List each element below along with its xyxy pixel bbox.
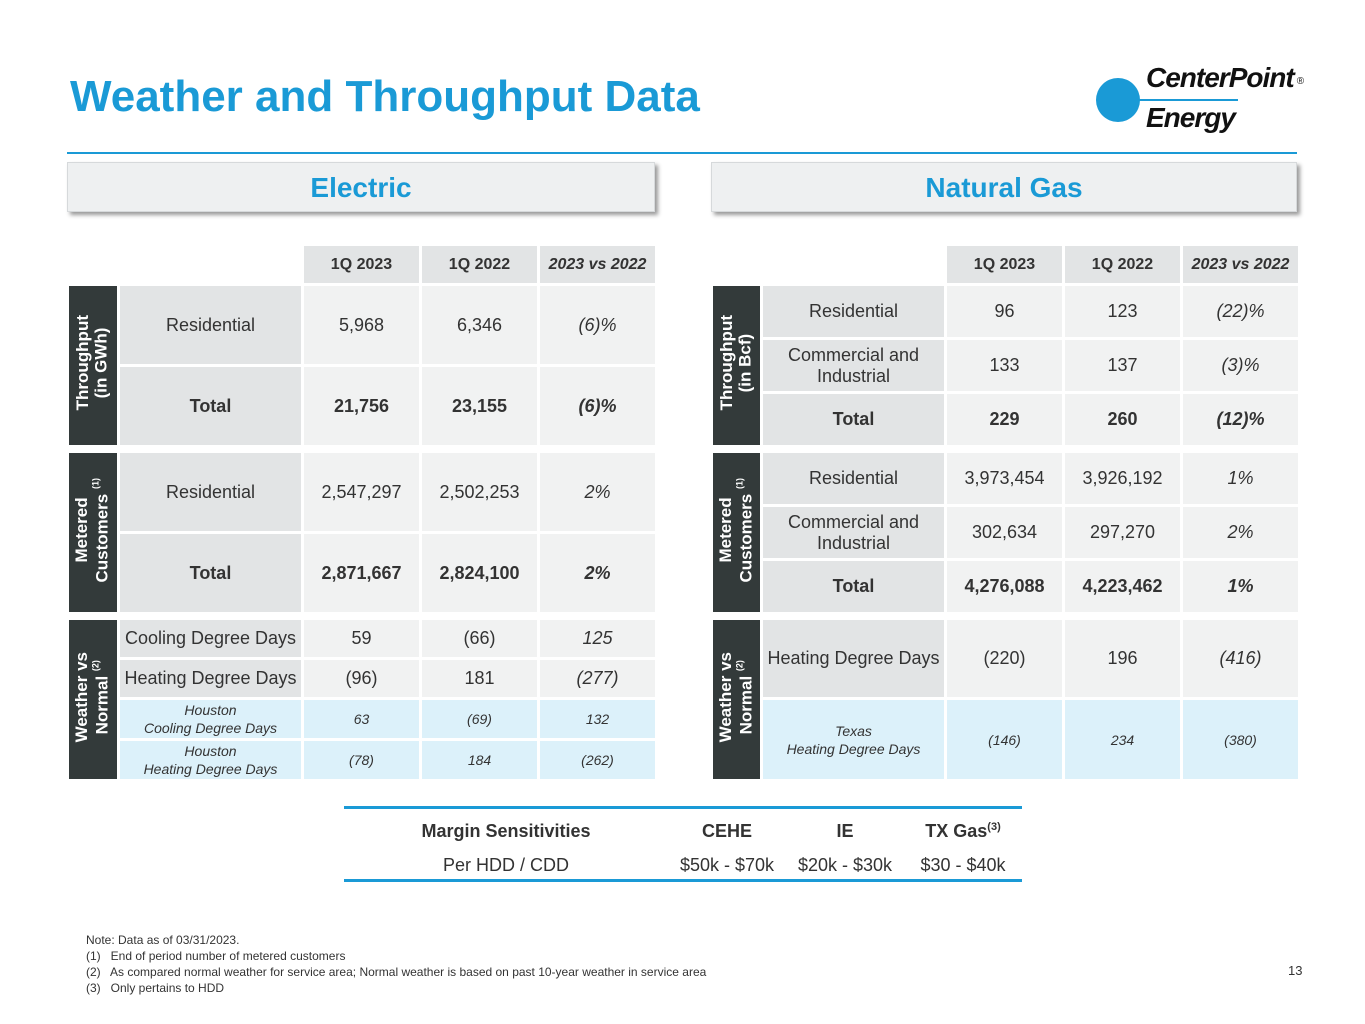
cell: 123 [1065, 286, 1180, 337]
cell: 2% [1183, 507, 1298, 558]
cell: (262) [540, 741, 655, 779]
cell: 3,973,454 [947, 453, 1062, 504]
col-header: 1Q 2023 [947, 246, 1062, 283]
group-weather: Weather vs Normal $^{(2)}$ [713, 620, 760, 779]
row-label: Residential [120, 286, 301, 364]
cell: 2% [540, 453, 655, 531]
cell: (96) [304, 660, 419, 697]
note: (1) End of period number of metered customers [86, 949, 346, 963]
cell: 2,871,667 [304, 534, 419, 612]
margin-value: $30 - $40k [920, 855, 1006, 875]
cell: 1% [1183, 561, 1298, 612]
cell: 21,756 [304, 367, 419, 445]
group-metered: Metered Customers $^{(1)}$ [69, 453, 117, 612]
group-throughput: Throughput (in GWh) [69, 286, 117, 445]
cell: 137 [1065, 340, 1180, 391]
margin-value: $50k - $70k [679, 855, 775, 875]
electric-header: Electric [67, 162, 655, 212]
margin-header: Margin Sensitivities [421, 821, 591, 841]
note: (3) Only pertains to HDD [86, 981, 225, 995]
cell: (146) [947, 700, 1062, 779]
cell: 181 [422, 660, 537, 697]
cell: 297,270 [1065, 507, 1180, 558]
note: Note: Data as of 03/31/2023. [86, 933, 240, 947]
cell: (22)% [1183, 286, 1298, 337]
cell: 4,276,088 [947, 561, 1062, 612]
footnotes [86, 932, 706, 996]
natural-gas-table [710, 243, 1301, 782]
row-label: Residential [763, 453, 944, 504]
row-label: Cooling Degree Days [120, 620, 301, 657]
row-label: Houston Cooling Degree Days [120, 700, 301, 738]
row-label: Texas Heating Degree Days [763, 700, 944, 779]
note: (2) As compared normal weather for service area; Normal weather is based on past 10-year weather in service area [86, 965, 707, 979]
cell: (69) [422, 700, 537, 738]
electric-table [66, 243, 658, 782]
cell: (6)% [540, 286, 655, 364]
cell: (380) [1183, 700, 1298, 779]
row-label: Total [120, 367, 301, 445]
group-throughput: Throughput (in Bcf) [713, 286, 760, 445]
cell: 63 [304, 700, 419, 738]
cell: (12)% [1183, 394, 1298, 445]
cell: 184 [422, 741, 537, 779]
row-label: Residential [120, 453, 301, 531]
group-metered: Metered Customers $^{(1)}$ [713, 453, 760, 612]
row-label: Heating Degree Days [120, 660, 301, 697]
margin-value: Per HDD / CDD [442, 855, 570, 875]
logo-registered: ® [1296, 76, 1305, 87]
row-label: Houston Heating Degree Days [120, 741, 301, 779]
cell: (78) [304, 741, 419, 779]
row-label: Total [763, 394, 944, 445]
cell: 6,346 [422, 286, 537, 364]
cell: (3)% [1183, 340, 1298, 391]
col-header: 1Q 2022 [422, 246, 537, 283]
row-label: Heating Degree Days [763, 620, 944, 697]
margin-header: IE [836, 821, 854, 841]
cell: 1% [1183, 453, 1298, 504]
row-label: Commercial and Industrial [763, 507, 944, 558]
cell: 2,502,253 [422, 453, 537, 531]
logo-line [1118, 99, 1238, 101]
cell: 132 [540, 700, 655, 738]
cell: 4,223,462 [1065, 561, 1180, 612]
row-label: Residential [763, 286, 944, 337]
logo-row-1 [1146, 62, 1304, 94]
logo-text-2: Energy [1146, 102, 1235, 133]
margin-header: CEHE [701, 821, 753, 841]
col-header: 1Q 2023 [304, 246, 419, 283]
row-label: Total [120, 534, 301, 612]
cell: (416) [1183, 620, 1298, 697]
row-label: Total [763, 561, 944, 612]
cell: 196 [1065, 620, 1180, 697]
title-divider [67, 152, 1297, 154]
cell: 2% [540, 534, 655, 612]
centerpoint-logo [1096, 62, 1311, 142]
cell: (6)% [540, 367, 655, 445]
col-header: 2023 vs 2022 [1183, 246, 1298, 283]
cell: 2,824,100 [422, 534, 537, 612]
group-weather: Weather vs Normal $^{(2)}$ [69, 620, 117, 779]
cell: 59 [304, 620, 419, 657]
cell: 234 [1065, 700, 1180, 779]
cell: 96 [947, 286, 1062, 337]
cell: 302,634 [947, 507, 1062, 558]
page-title: Weather and Throughput Data [70, 72, 700, 121]
cell: (220) [947, 620, 1062, 697]
page-number: 13 [1288, 963, 1303, 978]
cell: (66) [422, 620, 537, 657]
margin-header: TX Gas$^{(3)}$ [925, 821, 1001, 841]
logo-text-1: CenterPoint [1146, 62, 1294, 93]
col-header: 1Q 2022 [1065, 246, 1180, 283]
col-header: 2023 vs 2022 [540, 246, 655, 283]
cell: 229 [947, 394, 1062, 445]
natural-gas-header: Natural Gas [711, 162, 1297, 212]
row-label: Commercial and Industrial [763, 340, 944, 391]
cell: 23,155 [422, 367, 537, 445]
cell: (277) [540, 660, 655, 697]
cell: 260 [1065, 394, 1180, 445]
cell: 5,968 [304, 286, 419, 364]
cell: 133 [947, 340, 1062, 391]
margin-sensitivities-table [344, 806, 1022, 882]
cell: 2,547,297 [304, 453, 419, 531]
margin-value: $20k - $30k [797, 855, 893, 875]
cell: 3,926,192 [1065, 453, 1180, 504]
cell: 125 [540, 620, 655, 657]
